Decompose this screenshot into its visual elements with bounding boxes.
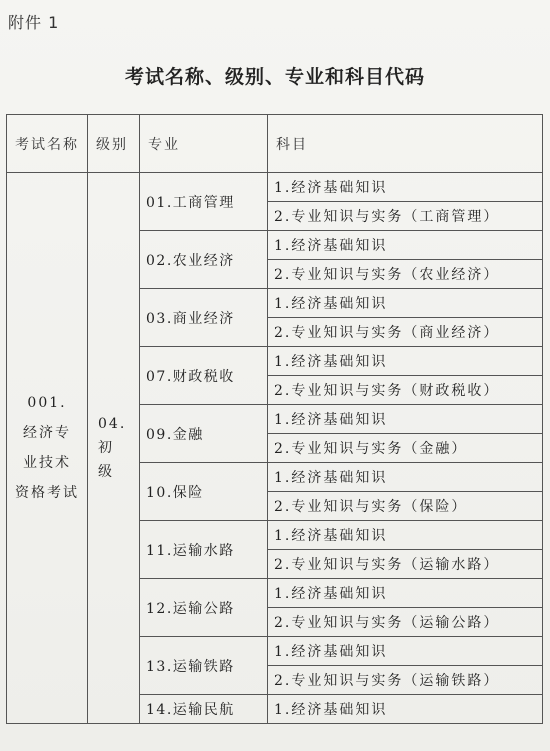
header-grade: 级别 <box>88 115 140 173</box>
subject-cell: 2.专业知识与实务（商业经济） <box>268 318 543 347</box>
grade-line: 级 <box>98 464 114 480</box>
table-row <box>7 173 543 202</box>
header-major: 专业 <box>140 115 268 173</box>
grade-line: 04. <box>98 416 127 432</box>
subject-cell: 2.专业知识与实务（运输公路） <box>268 608 543 637</box>
attachment-label: 附件 1 <box>8 13 60 32</box>
major-cell: 11.运输水路 <box>140 521 268 579</box>
subject-cell: 1.经济基础知识 <box>268 289 543 318</box>
table-header-row <box>7 115 543 173</box>
exam-code-table <box>6 114 543 724</box>
exam-name-line: 资格考试 <box>15 485 79 501</box>
major-cell: 07.财政税收 <box>140 347 268 405</box>
subject-cell: 1.经济基础知识 <box>268 463 543 492</box>
grade-line: 初 <box>98 440 114 456</box>
major-cell: 01.工商管理 <box>140 173 268 231</box>
subject-cell: 2.专业知识与实务（农业经济） <box>268 260 543 289</box>
subject-cell: 2.专业知识与实务（运输水路） <box>268 550 543 579</box>
subject-cell: 1.经济基础知识 <box>268 521 543 550</box>
header-subject: 科目 <box>268 115 543 173</box>
subject-cell: 2.专业知识与实务（财政税收） <box>268 376 543 405</box>
table-body <box>7 173 543 724</box>
grade-cell <box>88 173 140 724</box>
exam-name-cell <box>7 173 88 724</box>
exam-name-line: 001. <box>27 395 67 411</box>
major-cell: 03.商业经济 <box>140 289 268 347</box>
major-cell: 13.运输铁路 <box>140 637 268 695</box>
subject-cell: 2.专业知识与实务（工商管理） <box>268 202 543 231</box>
major-cell: 02.农业经济 <box>140 231 268 289</box>
exam-name-line: 业技术 <box>23 455 71 471</box>
subject-cell: 1.经济基础知识 <box>268 637 543 666</box>
subject-cell: 1.经济基础知识 <box>268 173 543 202</box>
exam-name-line: 经济专 <box>23 425 71 441</box>
subject-cell: 2.专业知识与实务（运输铁路） <box>268 666 543 695</box>
page-title: 考试名称、级别、专业和科目代码 <box>124 66 425 88</box>
subject-cell: 1.经济基础知识 <box>268 405 543 434</box>
subject-cell: 2.专业知识与实务（金融） <box>268 434 543 463</box>
major-cell: 10.保险 <box>140 463 268 521</box>
subject-cell: 1.经济基础知识 <box>268 695 543 724</box>
subject-cell: 1.经济基础知识 <box>268 231 543 260</box>
subject-cell: 1.经济基础知识 <box>268 347 543 376</box>
major-cell: 12.运输公路 <box>140 579 268 637</box>
subject-cell: 1.经济基础知识 <box>268 579 543 608</box>
major-cell: 14.运输民航 <box>140 695 268 724</box>
subject-cell: 2.专业知识与实务（保险） <box>268 492 543 521</box>
header-exam-name: 考试名称 <box>7 115 88 173</box>
major-cell: 09.金融 <box>140 405 268 463</box>
